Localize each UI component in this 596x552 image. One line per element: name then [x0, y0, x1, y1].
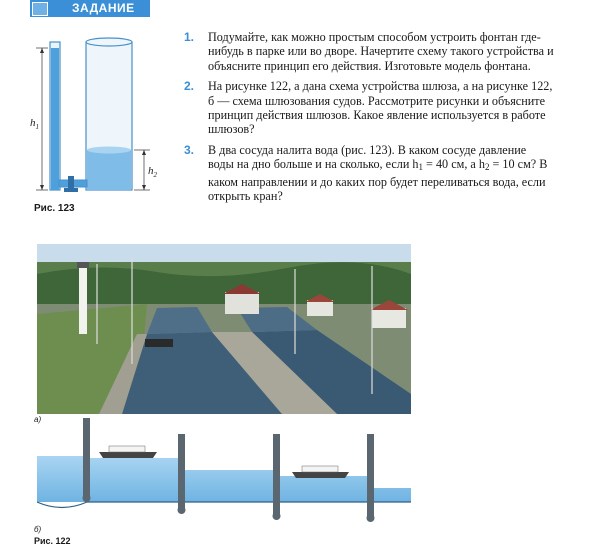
task-number: 1.	[184, 30, 195, 44]
figure-123-caption: Рис. 123	[34, 203, 75, 214]
svg-text:h1: $h_1$	[30, 117, 39, 131]
task-item	[180, 143, 554, 204]
task-item	[180, 30, 554, 73]
pencil-icon	[32, 2, 48, 16]
lock-diagram	[37, 418, 411, 523]
svg-text:h2: $h_2$	[148, 165, 157, 179]
task-text: На рисунке 122, а дана схема устройства шлюза, а на рисунке 122, б — схема шлюзования судов. Рассмотрите рисунки и объясните принцип действия шлюзов. Какое явление используется в работе шлюзов?	[208, 79, 553, 137]
section-title: ЗАДАНИЕ	[72, 1, 135, 15]
task-list	[180, 30, 554, 209]
subscript: 2	[484, 162, 490, 173]
task-text-part: = 40 см, а h	[423, 157, 485, 172]
subscript: 1	[418, 162, 423, 173]
task-number: 2.	[184, 79, 195, 94]
canal-locks-photo	[37, 244, 411, 414]
figure-122b-label: б)	[34, 525, 42, 534]
task-text: Подумайте, как можно простым способом устроить фонтан где-нибудь в парке или во дворе. Начертите схему такого устройства и объясните принцип его действия. Изготовьте модель фонтана.	[208, 30, 554, 73]
task-number: 3.	[184, 142, 195, 157]
figure-122a-label: а)	[34, 415, 42, 424]
task-item	[180, 79, 554, 137]
task-text-part: = 10 см? В каком направлении и до каких пор будет переливаться вода, если открыть кран?	[208, 157, 548, 204]
communicating-vessels-figure	[28, 32, 168, 202]
task-text-part: В два сосуда налита вода (рис. 123). В каком сосуде давление воды на дно больше и на сколько, если h	[208, 142, 527, 172]
figure-122-caption: Рис. 122	[34, 536, 71, 546]
